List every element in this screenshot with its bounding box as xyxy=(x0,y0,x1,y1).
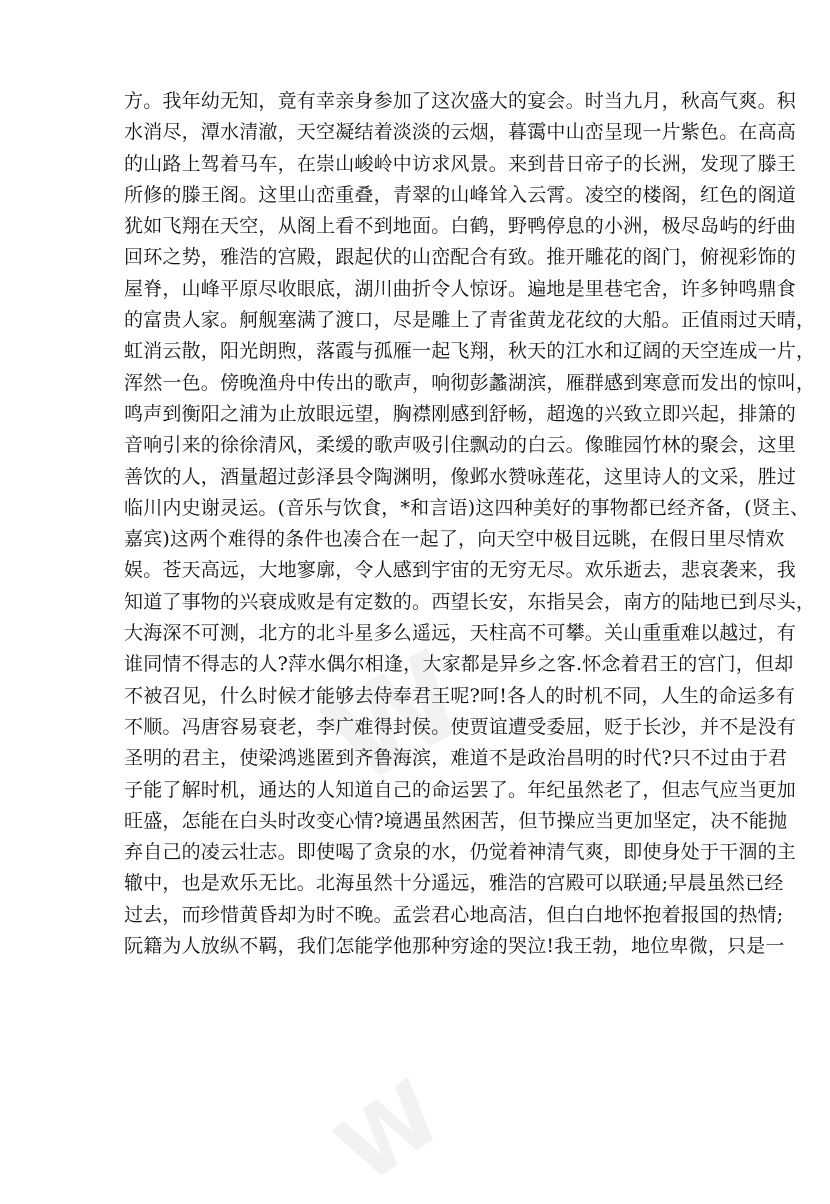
text-line: 谁同情不得志的人?萍水偶尔相逢，大家都是异乡之客.怀念着君王的宫门，但却 xyxy=(124,653,794,676)
text-line: 的富贵人家。舸舰塞满了渡口，尽是雕上了青雀黄龙花纹的大船。正值雨过天晴， xyxy=(124,309,816,332)
text-line: 的山路上驾着马车，在崇山峻岭中访求风景。来到昔日帝子的长洲，发现了滕王 xyxy=(124,152,797,175)
text-line: 鸣声到衡阳之浦为止放眼远望，胸襟刚感到舒畅，超逸的兴致立即兴起，排箫的 xyxy=(124,402,797,425)
text-line: 虹消云散，阳光朗煦，落霞与孤雁一起飞翔，秋天的江水和辽阔的天空连成一片， xyxy=(124,340,816,363)
text-line: 不顺。冯唐容易衰老，李广难得封侯。使贾谊遭受委屈，贬于长沙，并不是没有 xyxy=(124,715,797,738)
text-line: 过去，而珍惜黄昏却为时不晚。孟尝君心地高洁，但白白地怀抱着报国的热情; xyxy=(124,903,784,926)
text-line: 子能了解时机，通达的人知道自己的命运罢了。年纪虽然老了，但志气应当更加 xyxy=(124,778,797,801)
text-line: 知道了事物的兴衰成败是有定数的。西望长安，东指吴会，南方的陆地已到尽头， xyxy=(124,590,816,613)
text-line: 圣明的君主，使梁鸿逃匿到齐鲁海滨，难道不是政治昌明的时代?只不过由于君 xyxy=(124,747,788,770)
text-line: 犹如飞翔在天空，从阁上看不到地面。白鹤，野鸭停息的小洲，极尽岛屿的纡曲 xyxy=(124,215,797,238)
text-line: 方。我年幼无知，竟有幸亲身参加了这次盛大的宴会。时当九月，秋高气爽。积 xyxy=(124,90,797,112)
text-line: 大海深不可测，北方的北斗星多么遥远，天柱高不可攀。关山重重难以越过，有 xyxy=(124,622,797,645)
text-line: 辙中，也是欢乐无比。北海虽然十分遥远，雅浩的宫殿可以联通;早晨虽然已经 xyxy=(124,872,784,895)
text-line: 阮籍为人放纵不羁，我们怎能学他那种穷途的哭泣!我王勃，地位卑微，只是一 xyxy=(124,935,785,958)
text-line: 不被召见，什么时候才能够去侍奉君王呢?呵!各人的时机不同，人生的命运多有 xyxy=(124,684,796,707)
text-line: 所修的滕王阁。这里山峦重叠，青翠的山峰耸入云霄。凌空的楼阁，红色的阁道 xyxy=(124,183,797,206)
text-line: 娱。苍天高远，大地寥廓，令人感到宇宙的无穷无尽。欢乐逝去，悲哀袭来，我 xyxy=(124,559,797,582)
text-line: 回环之势，雅浩的宫殿，跟起伏的山峦配合有致。推开雕花的阁门，俯视彩饰的 xyxy=(124,246,797,269)
text-line: 浑然一色。傍晚渔舟中传出的歌声，响彻彭蠡湖滨，雁群感到寒意而发出的惊叫， xyxy=(124,371,816,394)
watermark-bottom: W xyxy=(318,1061,461,1204)
document-body xyxy=(124,86,816,962)
text-line: 旺盛，怎能在白头时改变心情?境遇虽然困苦，但节操应当更加坚定，决不能抛 xyxy=(124,809,788,832)
text-line: 水消尽，潭水清澈，天空凝结着淡淡的云烟，暮霭中山峦呈现一片紫色。在高高 xyxy=(124,121,797,144)
text-line: 嘉宾)这两个难得的条件也凑合在一起了，向天空中极目远眺，在假日里尽情欢 xyxy=(124,528,785,551)
text-line: 音响引来的徐徐清风，柔缓的歌声吸引住飘动的白云。像睢园竹林的聚会，这里 xyxy=(124,434,797,457)
text-line: 屋脊，山峰平原尽收眼底，湖川曲折令人惊讶。遍地是里巷宅舍，许多钟鸣鼎食 xyxy=(124,277,797,300)
watermark: W xyxy=(304,626,489,813)
text-line: 临川内史谢灵运。(音乐与饮食，*和言语)这四种美好的事物都已经齐备，(贤主、 xyxy=(124,496,810,519)
text-line: 弃自己的凌云壮志。即使喝了贪泉的水，仍觉着神清气爽，即使身处于干涸的主 xyxy=(124,841,797,864)
text-line: 善饮的人，酒量超过彭泽县令陶渊明，像邺水赞咏莲花，这里诗人的文采，胜过 xyxy=(124,465,797,488)
